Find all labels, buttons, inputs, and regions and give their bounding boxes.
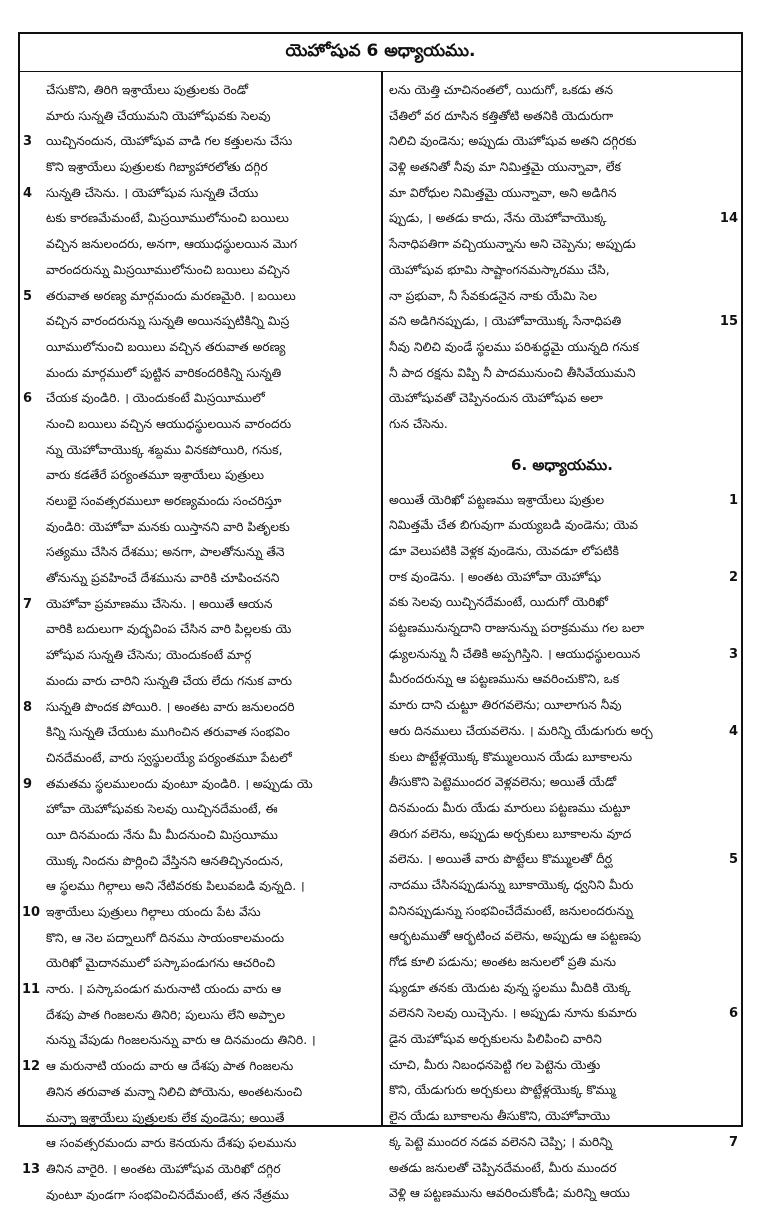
line-text: నున్ను వేపుడు గింజలనున్ను వారు ఆ దినమందు తినిరి. । [46,1033,316,1048]
text-line [386,513,738,539]
line-text: కొని ఇశ్రాయేలు పుత్రులకు గిబ్యాహారలోతు దగ్గిర [46,160,268,175]
text-line [386,873,738,899]
text-line [22,438,377,464]
text-line [386,1181,738,1207]
text-line [386,565,738,591]
text-line [22,669,377,695]
text-line [386,335,738,361]
text-line [386,745,738,771]
text-line [22,1003,377,1029]
line-text: సున్నతి చేసెను. । యెహోషువ సున్నతి చేయు [46,185,259,200]
line-text: ష్యుడూ తనకు యెదుట వున్న స్థలము మీదికి యెక్క [389,980,631,995]
line-text: వచ్చిన వారందరున్ను సున్నతి అయినప్పటికిన్ని మిస్ర [46,314,290,329]
text-line [386,386,738,412]
line-text: తినిన తరువాత మన్నా నిలిచి పోయెను, అంతటనుంచి [46,1084,303,1099]
line-text: నుంచి బయిలు వచ్చిన ఆయుధస్థులయిన వారందరు [46,416,292,431]
text-line [386,361,738,387]
line-text: చేసుకొని, తిరిగి ఇశ్రాయేలు పుత్రులకు రెండో [46,83,249,97]
line-text: నారు. । పస్కాపండుగ మరునాటి యందు వారు ఆ [46,982,282,997]
text-line [386,309,738,335]
line-text: నిలిచి వుండెను; అప్పుడు యెహోషువ అతని దగ్గిరకు [389,134,637,149]
text-line [386,847,738,873]
text-line [22,1131,377,1157]
verse-number: 3 [728,646,738,662]
text-line [386,1130,738,1156]
line-text: అయితే యెరిఖో పట్టణము ఇశ్రాయేలు పుత్రుల [389,492,605,507]
verse-number: 15 [719,314,738,330]
verse-number: 2 [728,569,738,585]
line-text: ఆర్భటముతో ఆర్భటించ వలెను, అప్పుడు ఆ పట్టణపు [389,929,642,944]
text-line [386,284,738,310]
line-text: నీవు నిలిచి వుండే స్థలము పరిశుద్ధమై యున్నది గనుక [389,339,639,354]
line-text: చేతిలో వర దూసిన కత్తితోటి అతనికి యెదురుగా [389,108,614,123]
line-text: టకు కారణమేమంటే, మిస్రయీములోనుంచి బయిలు [46,211,289,226]
line-text: మందు వారు చారిని సున్నతి చేయ లేదు గనుక వారు [46,673,292,688]
line-text: దేశపు పాత గింజలను తినిరి; పులుసు లేని అప్పాల [46,1007,286,1022]
verse-number: 9 [22,776,32,792]
text-line [22,720,377,746]
line-text: తోనున్ను ప్రవహించే దేశమును వారికి చూపించనని [46,571,280,586]
text-line [386,129,738,155]
line-text: ఇశ్రాయేలు పుత్రులు గిల్గాలు యందు పేట వేసు [46,905,261,919]
line-text: గోడ కూలి పడును; అంతట జనులలో ప్రతి మను [389,955,616,969]
page-header [20,34,741,72]
text-line [22,592,377,618]
line-text: వచ్చిన జనులందరు, అనగా, ఆయుధస్థులయిన మొగ [46,237,298,252]
line-text: ప్పుడు, । అతడు కాదు, నేను యెహోవాయొక్క [389,211,607,226]
verse-number: 6 [728,1006,738,1022]
text-line [22,361,377,387]
right-column-top [386,78,738,438]
text-line [386,770,738,796]
text-line [386,899,738,925]
text-line [22,155,377,181]
text-line [22,515,377,541]
text-line [22,900,377,926]
verse-number: 7 [22,596,32,612]
text-line [22,232,377,258]
text-line [22,463,377,489]
line-text: నాదము చేసినప్పుడున్ను బూకాయొక్క ధ్వనిని మీరు [389,877,634,892]
line-text: నిమిత్తమే చేత బిగువుగా మయ్యబడి వుండెను; యెవ [389,518,639,533]
text-line [22,258,377,284]
line-text: మందు మార్గములో పుట్టిన వారికందరికిన్ని సున్నతి [46,365,282,380]
text-line [22,1157,377,1183]
line-text: వారందరున్ను మిస్రయీములోనుంచి బయిలు వచ్చిన [46,262,290,277]
text-line [386,719,738,745]
text-line [386,206,738,232]
line-text: డూ వెలుపటికి వెళ్లక వుండెను, యెవడూ లోపటికి [389,544,619,558]
line-text: హోషువ సున్నతి చేసెను; యెందుకంటే మార్గ [46,648,252,663]
line-text: యెహోషువ భూమి సాష్టాంగనమస్కారము చేసి, [389,262,610,277]
line-text: దినమందు మీరు యేడు మారులు పట్టణము చుట్టూ [389,800,631,815]
verse-number: 3 [22,134,32,150]
line-text: తమతమ స్థలములందు వుంటూ వుండిరి. । అప్పుడు యె [46,776,313,791]
line-text: యెహోషువతో చెప్పినందున యెహోషువ అలా [389,391,603,406]
verse-number: 14 [719,211,738,227]
line-text: ఢ్యులనున్ను నీ చేతికి అప్పగిస్తిని. । ఆయుధస్థులయిన [389,646,641,661]
line-text: యెరిఖో మైదానములో పస్కాపండుగను ఆచరించి [46,956,276,971]
text-line [22,926,377,952]
text-line [22,746,377,772]
line-text: అతడు జనులతో చెప్పినదేమంటే, మీరు ముందర [389,1160,617,1175]
line-text: కిన్ని సున్నతి చేయుట ముగించిన తరువాత సంభవిం [46,725,290,740]
line-text: మారు దాని చుట్టూ తిరగవలెను; యీలాగున నీవు [389,698,622,713]
line-text: వెళ్లి ఆ పట్టణమును ఆవరించుకోండి; మరిన్ని ఆయు [389,1186,630,1201]
line-text: వలెను. । అయితే వారు పొట్టేలు కొమ్ములతో దీర్ఘ [389,852,613,867]
line-text: చూచి, మీరు నిబంధనపెట్టి గల పెట్టెను యెత్తు [389,1057,601,1072]
line-text: నీ పాద రక్షను విప్పి నీ పాదమునుంచి తీసివేయుమని [389,365,636,380]
line-text: వారు కడతేరే పర్యంతమూ ఇశ్రాయేలు పుత్రులు [46,468,265,483]
text-line [22,1080,377,1106]
line-text: వెళ్లి అతనితో నీవు మా నిమిత్తమై యున్నావా, లేక [389,160,621,175]
text-line [386,412,738,438]
text-line [22,1183,377,1208]
verse-number: 4 [22,185,32,201]
text-line [386,924,738,950]
text-line [22,181,377,207]
verse-number: 4 [728,723,738,739]
line-text: మన్నా ఇశ్రాయేలు పుత్రులకు లేక వుండెను; అయితే [46,1110,285,1125]
text-line [386,1156,738,1182]
line-text: మారు సున్నతి చేయుమని యెహోషువకు సెలవు [46,108,271,123]
line-text: గున చేసెను. [389,416,448,431]
page-title: యెహోషువ 6 అధ్యాయము. [285,40,476,61]
line-text: సేనాధిపతిగా వచ్చియున్నాను అని చెప్పెను; అప్పుడు [389,237,636,252]
verse-number: 6 [22,391,32,407]
line-text: లైన యేడు బూకాలను తీసుకొని, యెహోవాయొ [389,1109,611,1124]
line-text: యీ దినమందు నేను మీ మీదనుంచి మిస్రయీము [46,827,278,842]
text-line [22,643,377,669]
text-line [22,951,377,977]
line-text: చినదేమంటే, వారు స్వస్థులయ్యే పర్యంతమూ పేటలో [46,750,292,765]
text-line [386,232,738,258]
text-line [386,155,738,181]
text-line [386,950,738,976]
text-line [386,181,738,207]
text-line [22,489,377,515]
text-line [386,616,738,642]
right-column [386,78,738,1207]
text-line [22,540,377,566]
line-text: వని అడిగినప్పుడు, । యెహోవాయొక్క సేనాధిపతి [389,314,622,329]
line-text: రాక వుండెను. । అంతట యెహోవా యెహోషు [389,569,602,584]
text-line [386,976,738,1002]
text-line [386,258,738,284]
verse-number: 8 [22,699,32,715]
text-line [22,874,377,900]
text-line [386,1027,738,1053]
line-text: వినినప్పుడున్ను సంభవించేదేమంటే, జనులందరున్ను [389,903,634,918]
text-line [22,1106,377,1132]
text-line [386,693,738,719]
text-line [386,1001,738,1027]
line-text: పట్టణమునున్నదాని రాజునున్ను పరాక్రమము గల బలా [389,621,645,636]
text-line [22,849,377,875]
text-line [22,206,377,232]
text-line [22,695,377,721]
line-text: తిరుగ వలెను, అప్పుడు అర్చకులు బూకాలను వూద [389,826,632,841]
line-text: వకు సెలవు యిచ్చినదేమంటే, యిదుగో యెరిఖో [389,595,608,610]
line-text: లను యెత్తి చూచినంతలో, యిదుగో, ఒకడు తన [389,83,613,97]
line-text: తినిన వారైరి. । అంతట యెహోషువ యెరిఖో దగ్గిర [46,1161,281,1176]
line-text: కొని, ఆ నెల పద్నాలుగో దినము సాయంకాలమందు [46,930,285,945]
line-text: ఆరు దినములు చేయవలెను. । మరిన్ని యేడుగురు అర్చ [389,723,653,738]
verse-number: 11 [22,982,41,998]
text-line [22,129,377,155]
chapter-heading: 6. అధ్యాయము. [511,455,613,474]
line-text: హోవా యెహోషువకు సెలవు యిచ్చినదేమంటే, ఈ [46,802,278,817]
line-text: యిచ్చినందున, యెహోషువ వాడి గల కత్తులను చేసు [46,134,293,149]
line-text: మీరందరున్ను ఆ పట్టణమును ఆవరించుకొని, ఒక [389,672,620,687]
text-line [386,1104,738,1130]
text-line [22,977,377,1003]
line-text: యొక్క నిందను పొర్లించి వేస్తినని ఆనతిచ్చినందున, [46,853,284,868]
line-text: యీములోనుంచి బయిలు వచ్చిన తరువాత అరణ్య [46,339,286,354]
line-text: వుంటూ వుండగా సంభవించినదేమంటే, తన నేత్రము [46,1187,289,1202]
text-line [22,566,377,592]
text-line [22,772,377,798]
text-line [22,78,377,104]
line-text: తరువాత అరణ్య మార్గమందు మరణమైరి. । బయిలు [46,288,296,303]
line-text: తీసుకొని పెట్టెముందర వెళ్లవలెను; అయితే యేడో [389,775,617,790]
line-text: వారికి బదులుగా వుద్భవింప చేసిన వారి పిల్లలకు యె [46,622,292,637]
text-line [386,667,738,693]
left-column [22,78,377,1208]
text-line [22,104,377,130]
text-line [22,1028,377,1054]
text-line [386,822,738,848]
verse-number: 12 [22,1059,41,1075]
text-line [386,642,738,668]
text-line [22,797,377,823]
line-text: వుండిరి: యెహోవా మనకు యిస్తానని వారి పితృలకు [46,519,290,534]
line-text: ఆ సంవత్సరమందు వారు కెనయను దేశపు ఫలమును [46,1136,297,1151]
line-text: యెహోవా ప్రమాణము చేసెను. । అయితే ఆయన [46,596,273,611]
page-frame [18,32,743,1202]
text-line [386,539,738,565]
column-divider [381,72,383,1127]
line-text: మా విరోధుల నిమిత్తమై యున్నావా, అని అడిగిన [389,185,617,200]
verse-number: 13 [22,1161,41,1177]
line-text: న్ను యెహోవాయొక్క శబ్దము వినకపోయిరి, గనుక, [46,442,283,457]
line-text: చేయక వుండిరి. । యెందుకంటే మిస్రయీములో [46,391,265,406]
line-text: డైన యెహోషువ అర్చకులను పిలిపించి వారిని [389,1032,602,1047]
verse-number: 7 [728,1134,738,1150]
right-column-bottom [386,488,738,1207]
text-line [22,284,377,310]
text-line [386,590,738,616]
text-line [22,1054,377,1080]
text-line [22,823,377,849]
text-line [22,335,377,361]
line-text: సున్నతి పొందక పోయిరి. । అంతట వారు జనులందరి [46,699,295,714]
verse-number: 5 [728,852,738,868]
verse-number: 1 [728,492,738,508]
text-line [22,386,377,412]
text-line [386,1078,738,1104]
text-line [22,617,377,643]
verse-number: 10 [22,905,41,920]
verse-number: 5 [22,288,32,304]
text-line [386,488,738,514]
text-line [386,104,738,130]
line-text: వలెనని సెలవు యిచ్చెను. । అప్పుడు నూను కుమారు [389,1006,637,1021]
line-text: సత్యము చేసిన దేశము; అనగా, పాలతోనున్ను తేనె [46,545,285,560]
line-text: ఆ మరునాటి యందు వారు ఆ దేశపు పాత గింజలను [46,1059,294,1074]
line-text: కులు పొట్టేళ్లయొక్క కొమ్ములయిన యేడు బూకాలను [389,749,633,764]
line-text: నా ప్రభువా, నీ సేవకుడనైన నాకు యేమి సెల [389,288,598,303]
line-text: కొని, యేడుగురు అర్చకులు పొట్టేళ్లయొక్క కొమ్ము [389,1083,616,1098]
line-text: క్క పెట్టె ముందర నడవ వలెనని చెప్పి; । మరిన్ని [389,1134,613,1149]
text-line [386,1053,738,1079]
text-line [386,78,738,104]
line-text: ఆ స్థలము గిల్గాలు అని నేటివరకు పిలువబడి వున్నది. । [46,879,305,894]
text-line [22,412,377,438]
text-line [22,309,377,335]
line-text: నలుభై సంవత్సరములూ అరణ్యమందు సంచరిస్తూ [46,494,282,508]
text-line [386,796,738,822]
